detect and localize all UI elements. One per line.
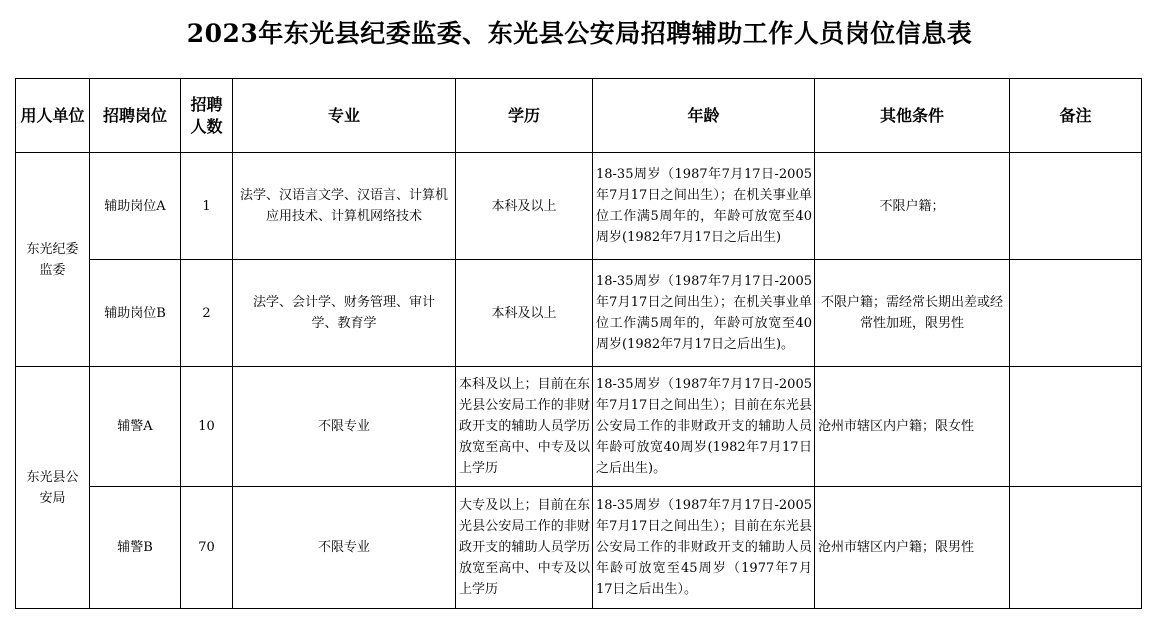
education-cell: 本科及以上 <box>456 153 593 260</box>
header-major: 专业 <box>233 79 456 153</box>
header-age: 年龄 <box>593 79 815 153</box>
header-unit: 用人单位 <box>16 79 90 153</box>
age-cell: 18-35周岁（1987年7月17日-2005年7月17日之间出生）；在机关事业单位工作满5周年的，年龄可放宽至40周岁(1982年7月17日之后出生) <box>593 153 815 260</box>
count-cell: 2 <box>181 260 233 367</box>
education-cell: 本科及以上 <box>456 260 593 367</box>
count-cell: 10 <box>181 367 233 487</box>
positions-table <box>15 78 1142 609</box>
major-cell: 法学、汉语言文学、汉语言、计算机应用技术、计算机网络技术 <box>233 153 456 260</box>
age-cell: 18-35周岁（1987年7月17日-2005年7月17日之间出生）；目前在东光县公安局工作的非财政开支的辅助人员年龄可放宽40周岁(1982年7月17日之后出生)。 <box>593 367 815 487</box>
position-cell: 辅助岗位A <box>90 153 181 260</box>
other-cell: 沧州市辖区内户籍；限男性 <box>815 487 1010 609</box>
header-other: 其他条件 <box>815 79 1010 153</box>
header-count: 招聘人数 <box>181 79 233 153</box>
education-cell: 本科及以上；目前在东光县公安局工作的非财政开支的辅助人员学历放宽至高中、中专及以上学历 <box>456 367 593 487</box>
other-cell: 沧州市辖区内户籍；限女性 <box>815 367 1010 487</box>
header-note: 备注 <box>1010 79 1142 153</box>
position-cell: 辅警B <box>90 487 181 609</box>
count-cell: 1 <box>181 153 233 260</box>
page-title: 2023年东光县纪委监委、东光县公安局招聘辅助工作人员岗位信息表 <box>186 19 973 48</box>
table-row <box>16 153 1142 260</box>
age-cell: 18-35周岁（1987年7月17日-2005年7月17日之间出生）；目前在东光县公安局工作的非财政开支的辅助人员年龄可放宽至45周岁（1977年7月17日之后出生）。 <box>593 487 815 609</box>
count-cell: 70 <box>181 487 233 609</box>
note-cell <box>1010 367 1142 487</box>
education-cell: 大专及以上；目前在东光县公安局工作的非财政开支的辅助人员学历放宽至高中、中专及以上学历 <box>456 487 593 609</box>
major-cell: 不限专业 <box>233 487 456 609</box>
header-position: 招聘岗位 <box>90 79 181 153</box>
note-cell <box>1010 153 1142 260</box>
unit-cell: 东光纪委监委 <box>16 153 90 367</box>
note-cell <box>1010 260 1142 367</box>
unit-cell: 东光县公安局 <box>16 367 90 609</box>
position-cell: 辅助岗位B <box>90 260 181 367</box>
header-row <box>16 79 1142 153</box>
table-row <box>16 367 1142 487</box>
table-row <box>16 260 1142 367</box>
other-cell: 不限户籍； <box>815 153 1010 260</box>
age-cell: 18-35周岁（1987年7月17日-2005年7月17日之间出生）；在机关事业单位工作满5周年的，年龄可放宽至40周岁(1982年7月17日之后出生)。 <box>593 260 815 367</box>
major-cell: 不限专业 <box>233 367 456 487</box>
note-cell <box>1010 487 1142 609</box>
header-education: 学历 <box>456 79 593 153</box>
position-cell: 辅警A <box>90 367 181 487</box>
other-cell: 不限户籍；需经常长期出差或经常性加班，限男性 <box>815 260 1010 367</box>
major-cell: 法学、会计学、财务管理、审计学、教育学 <box>233 260 456 367</box>
table-row <box>16 487 1142 609</box>
